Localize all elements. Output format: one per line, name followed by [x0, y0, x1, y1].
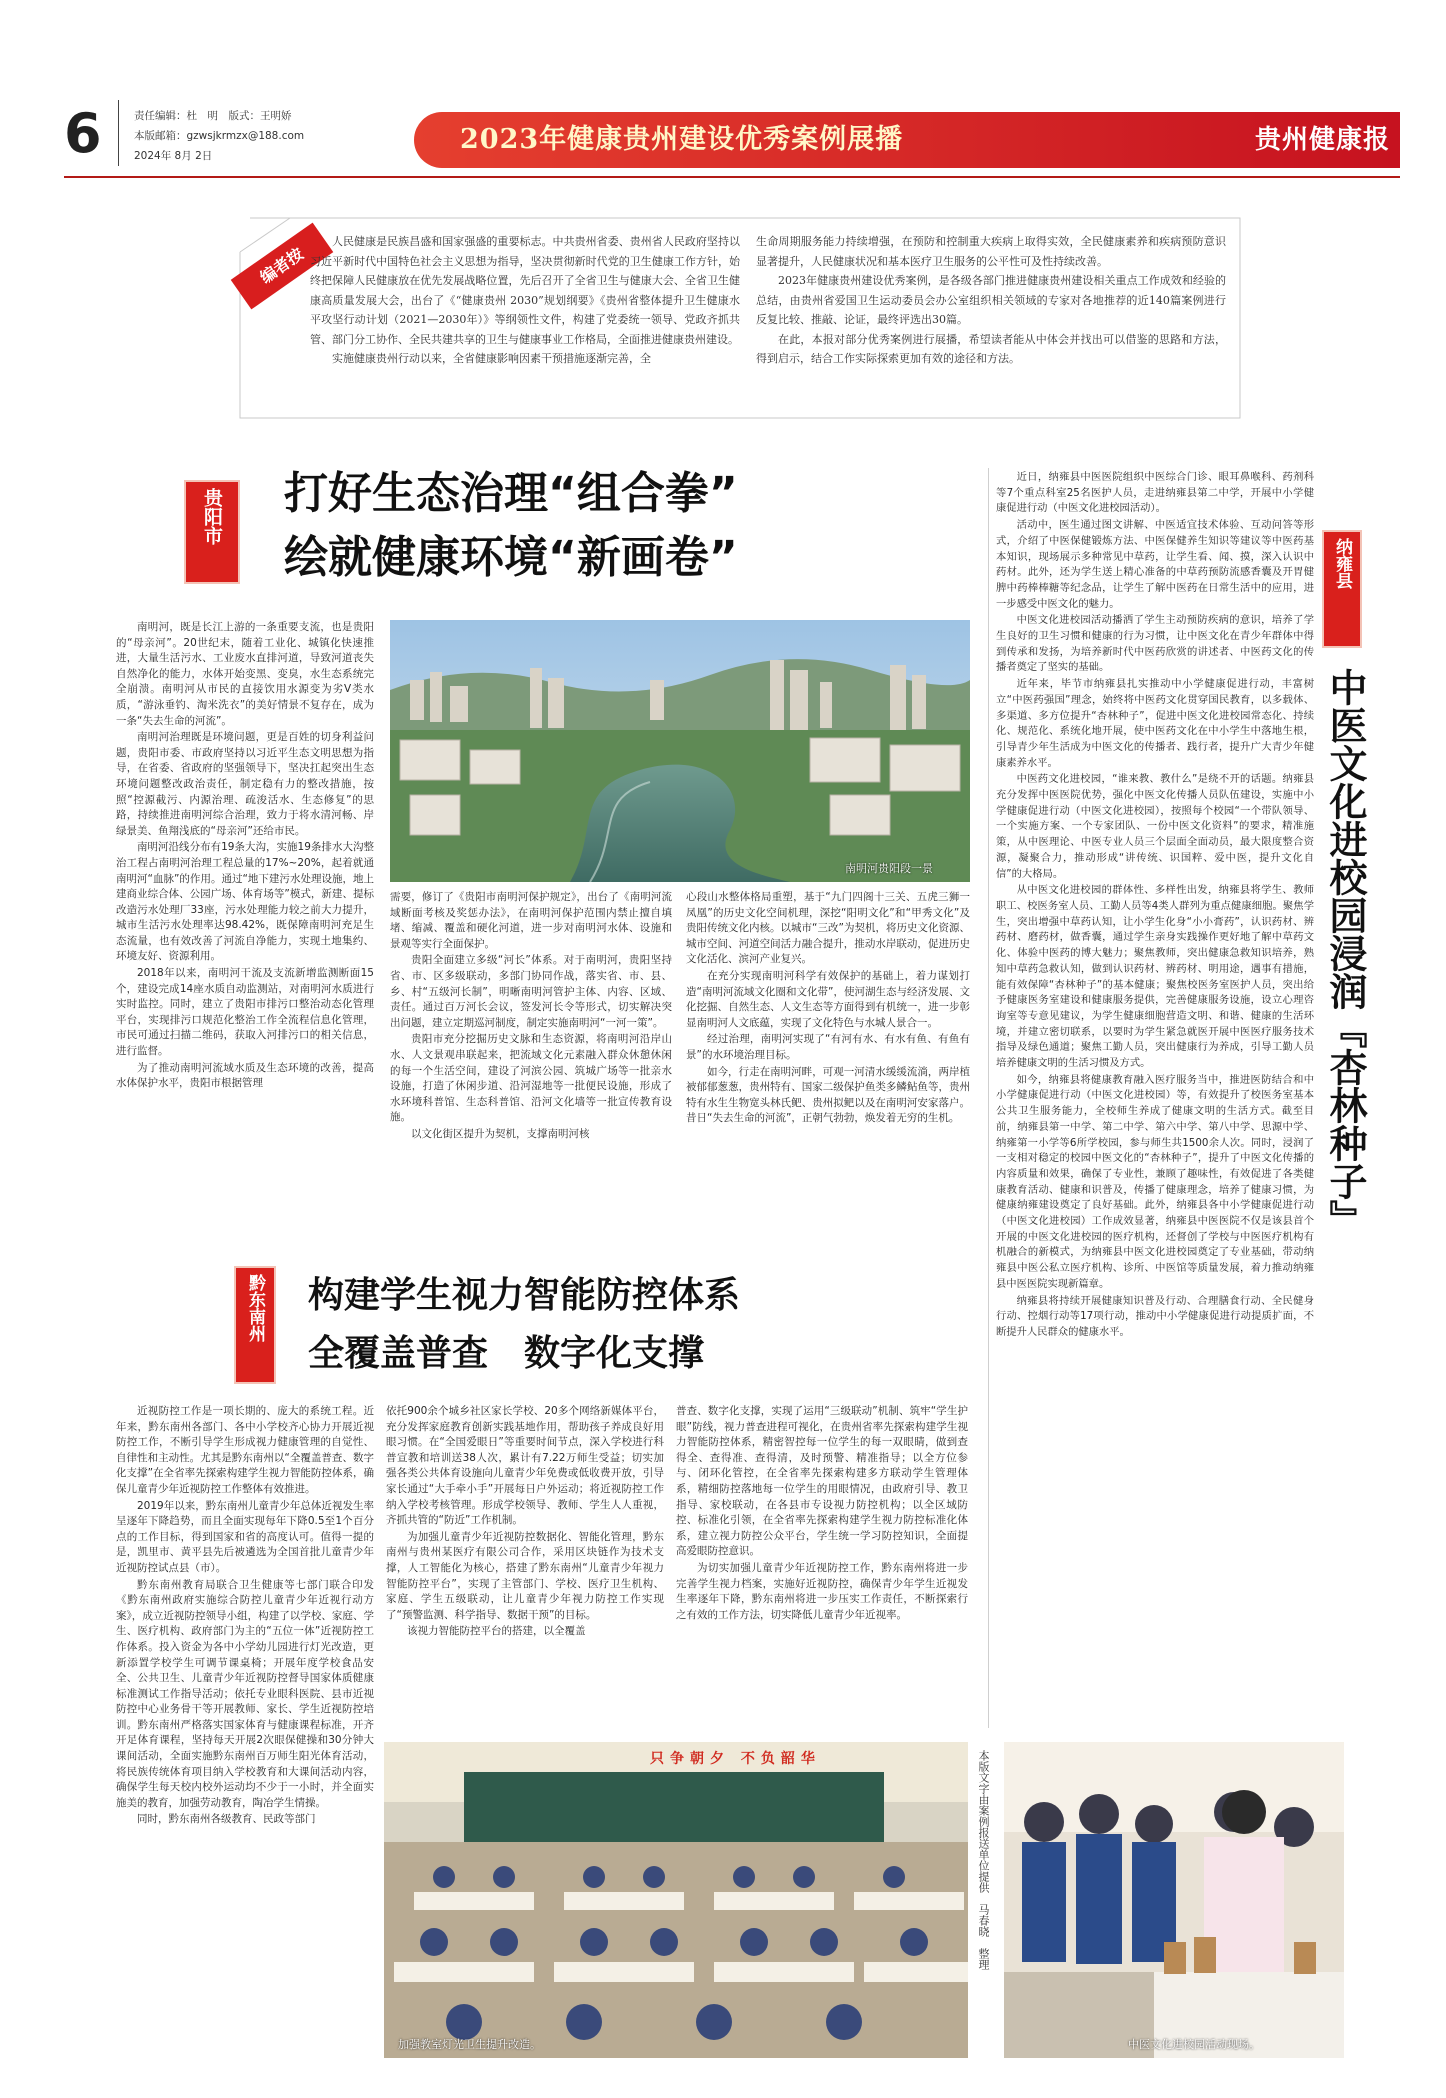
classroom-photo-caption: 加强教室灯光卫生提升改造。	[398, 2038, 541, 2051]
header-rule	[64, 176, 1400, 178]
article1-column-3	[686, 890, 970, 1268]
article-paragraph: 普查、数字化支撑，实现了运用“三级联动”机制、筑牢“学生护眼”防线，视力普查进程可视化，在贵州省率先探索构建学生视力智能防控体系，精密智控每一位学生的每一双眼睛，做到查得全、查得准、查得清，及时预警、精准指导；以全方位参与、闭环化管控，在全省率先探索构建多方联动学生管理体系，精细防控落地每一位学生的用眼情况，由政府引导、教卫指导、家校联动，在各县市专设视力防控机构；以全区域防控、标准化引领，在全省率先探索构建学生视力防控标准化体系，建立视力防控公众平台，学生统一学习防控知识，全面提高爱眼防控意识。	[676, 1405, 968, 1558]
article-paragraph: 依托900余个城乡社区家长学校、20多个网络新媒体平台，充分发挥家庭教育创新实践基地作用，帮助孩子养成良好用眼习惯。在“全国爱眼日”等重要时间节点，深入学校进行科普宣教和培训送38人次，累计有7.22万师生受益；切实加强各类公共体育设施向儿童青少年免费或低收费开放，引导家长通过“大手牵小手”开展每日户外运动；将近视防控工作纳入学校考核管理。形成学校领导、教师、学生人人重视，齐抓共管的“防近”工作机制。	[386, 1405, 664, 1527]
intro-column-2	[756, 232, 1226, 422]
region-badge-guiyang	[184, 480, 240, 584]
article-paragraph: 2018年以来，南明河干流及支流新增监测断面15个，建设完成14座水质自动监测站，对南明河水质进行实时监控。同时，建立了贵阳市排污口整治动态化管理平台，实现排污口规范化整治工作全流程信息化管理，市民可通过扫描二维码，获取入河排污口的相关信息，进行监督。	[116, 967, 374, 1058]
article-paragraph: 如今，行走在南明河畔，可观一河清水缓缓流淌，两岸植被郁郁葱葱，贵州特有、国家二级保护鱼类多鳞鲇鱼等，贵州特有水生生物宽头林氏鲃、贵州拟鲃以及在南明河安家落户。昔日“失去生命的河流”，正朝气勃勃，焕发着无穷的生机。	[686, 1065, 970, 1125]
article-paragraph: 活动中，医生通过图文讲解、中医适宜技术体验、互动问答等形式，介绍了中医保健锻炼方法、中医保健养生知识等建议等中医药基本知识，现场展示多种常见中草药，让学生看、闻、摸，深入认识中药材。此外，还为学生送上精心准备的中草药预防流感香囊及开胃健脾中药棒棒糖等纪念品，让学生了解中医药在日常生活中的应用，进一步感受中医文化的魅力。	[996, 519, 1314, 610]
article-paragraph: 为切实加强儿童青少年近视防控工作，黔东南州将进一步完善学生视力档案，实施好近视防控，确保青少年学生近视发生率逐年下降，黔东南州将进一步压实工作责任，不断探索行之有效的工作方法，切实降低儿童青少年近视率。	[676, 1561, 968, 1621]
article-paragraph: 需要，修订了《贵阳市南明河保护规定》，出台了《南明河流域断面考核及奖惩办法》，在南明河保护范围内禁止擅自填堵、缩减、覆盖和硬化河道，进一步对南明河水体、设施和景观等实行全面保护。	[390, 891, 672, 950]
article-paragraph: 贵阳全面建立多级“河长”体系。对于南明河，贵阳坚持省、市、区多级联动，多部门协同作战，落实省、市、县、乡、村“五级河长制”，明晰南明河管护主体、内容、区域、责任。通过百万河长会议，签发河长令等形式，切实解决突出问题，建立定期巡河制度，制定实施南明河“一河一策”。	[390, 954, 672, 1029]
editor-note-tag: 编者按	[231, 223, 334, 310]
page-byline: 本版文字由案例报送单位提供 马春晓 整理	[977, 1750, 990, 1970]
issue-date: 2024年 8月 2日	[134, 150, 213, 162]
article-paragraph: 心段山水整体格局重塑，基于“九门四阁十三关、五虎三狮一凤凰”的历史文化空间机理，深挖“阳明文化”和“甲秀文化”及贵阳传统文化内核。以城市“三改”为契机，将历史文化资源、城市空间、河道空间活力融合提升，推动水岸联动，促进历史文化活化、滨河产业复兴。	[686, 891, 970, 966]
article-paragraph: 经过治理，南明河实现了“有河有水、有水有鱼、有鱼有景”的水环境治理目标。	[686, 1033, 970, 1061]
article-paragraph: 黔东南州教育局联合卫生健康等七部门联合印发《黔东南州政府实施综合防控儿童青少年近视行动方案》，成立近视防控领导小组，构建了以学校、家庭、学生、医疗机构、政府部门为主的“五位一体”近视防控工作体系。投入资金为各中小学幼儿园进行灯光改造，更新添置学校学生可调节课桌椅；开展年度学校食品安全、公共卫生、儿童青少年近视防控督导国家体质健康标准测试工作指导活动；依托专业眼科医院、县市近视防控中心业务骨干等开展教师、家长、学生近视防控培训。黔东南州严格落实国家体育与健康课程标准，开齐开足体育课程，坚持每天开展2次眼保健操和30分钟大课间活动，全面实施黔东南州百万师生阳光体育活动，将民族传统体育项目纳入学校教育和大课间活动内容，确保学生每天校内校外运动均不少于一小时，并全面实施美的教育，加强劳动教育，陶冶学生情操。	[116, 1578, 374, 1809]
intro-paragraph: 2023年健康贵州建设优秀案例，是各级各部门推进健康贵州建设相关重点工作成效和经验的总结，由贵州省爱国卫生运动委员会办公室组织相关领域的专家对各地推荐的近140篇案例进行反复比较、推敲、论证，最终评选出30篇。	[756, 274, 1226, 326]
classroom-banner-text: 只争朝夕 不负韶华	[650, 1751, 821, 1767]
article-paragraph: 南明河，既是长江上游的一条重要支流，也是贵阳的“母亲河”。20世纪末，随着工业化、城镇化快速推进，大量生活污水、工业废水直排河道，导致河道丧失自然净化的能力，水体开始变黑、变臭，水生态系统完全崩溃。南明河从市民的直接饮用水源变为劣Ⅴ类水质，“游泳垂钓、淘米洗衣”的美好情景不复存在，成为一条“失去生命的河流”。	[116, 621, 374, 727]
article-paragraph: 中医文化进校园活动播洒了学生主动预防疾病的意识，培养了学生良好的卫生习惯和健康的行为习惯，让中医文化在青少年群体中得到传承和发扬，为培养新时代中医药欣赏的讲述者、中医药文化的传播者奠定了坚实的基础。	[996, 614, 1314, 674]
article-paragraph: 纳雍县将持续开展健康知识普及行动、合理膳食行动、全民健身行动、控烟行动等17项行动，推动中小学健康促进行动提质扩面，不断提升人民群众的健康水平。	[996, 1294, 1314, 1338]
intro-column-1	[310, 232, 740, 422]
tcm-photo-caption: 中医文化进校园活动现场。	[1128, 2038, 1260, 2051]
region-badge-label: 黔东南州	[245, 1274, 265, 1342]
classroom-photo	[384, 1742, 968, 2058]
intro-paragraph: 人民健康是民族昌盛和国家强盛的重要标志。中共贵州省委、贵州省人民政府坚持以习近平新时代中国特色社会主义思想为指导，坚决贯彻新时代党的卫生健康工作方针，始终把保障人民健康放在优先发展战略位置，先后召开了全省卫生与健康大会、全省卫生健康高质量发展大会，出台了《“健康贵州 2030”规划纲要》《贵州省整体提升卫生健康水平攻坚行动计划（2021—2030年）》等纲领性文件，构建了党委统一领导、党政齐抓共管、部门分工协作、全民共建共享的卫生与健康事业工作格局，全面推进健康贵州建设。	[310, 235, 740, 346]
article2-title-line1: 构建学生视力智能防控体系	[308, 1275, 741, 1316]
article-paragraph: 近日，纳雍县中医医院组织中医综合门诊、眼耳鼻喉科、药剂科等7个重点科室25名医护人员，走进纳雍县第二中学，开展中小学健康促进行动（中医文化进校园活动）。	[996, 471, 1314, 515]
region-badge-label: 贵阳市	[201, 488, 223, 545]
river-photo-caption: 南明河贵阳段一景	[845, 862, 933, 875]
article-paragraph: 为了推动南明河流域水质及生态环境的改善，提高水体保护水平，贵阳市根据管理	[116, 1061, 374, 1090]
article-paragraph: 近视防控工作是一项长期的、庞大的系统工程。近年来，黔东南州各部门、各中小学校齐心协力开展近视防控工作，不断引导学生形成视力健康管理的自觉性、自律性和主动性。尤其是黔东南州以“全覆盖普查、数字化支撑”在全省率先探索构建学生视力智能防控体系，确保儿童青少年近视防控工作整体有效推进。	[116, 1405, 374, 1495]
intro-paragraph: 实施健康贵州行动以来，全省健康影响因素干预措施逐渐完善，全	[332, 352, 651, 365]
intro-paragraph: 在此，本报对部分优秀案例进行展播，希望读者能从中体会并找出可以借鉴的思路和方法，得到启示，结合工作实际探索更加有效的途径和方法。	[756, 332, 1226, 365]
river-photo	[390, 620, 970, 882]
article-paragraph: 近年来，毕节市纳雍县扎实推动中小学健康促进行动，丰富树立“中医药强国”理念，始终将中医药文化贯穿国民教育，以多载体、多渠道、多方位提升“杏林种子”，促进中医文化进校园常态化、持续化、规范化、系统化地开展，使中医药文化在中小学生中落地生根，引导青少年生活成为中医文化的传播者、践行者，提升广大青少年健康素养水平。	[996, 678, 1314, 769]
article3-column	[996, 470, 1314, 1722]
newspaper-logo: 贵州健康报	[1254, 125, 1390, 155]
editor-email: 本版邮箱：gzwsjkrmzx@188.com	[134, 130, 305, 142]
article-paragraph: 南明河治理既是环境问题，更是百姓的切身利益问题，贵阳市委、市政府坚持以习近平生态文明思想为指导，在省委、省政府的坚强领导下，坚决扛起突出生态环境问题整改政治责任，制定稳有力的整改措施，按照“控源截污、内源治理、疏浚活水、生态修复”的思路，持续推进南明河综合治理，致力于将水清河畅、岸绿景美、鱼翔浅底的“母亲河”还给市民。	[116, 731, 374, 837]
article-paragraph: 南明河沿线分布有19条大沟，实施19条排水大沟整治工程占南明河治理工程总量的17%~20%，起着就通南明河“血脉”的作用。通过“地下建污水处理设施，地上建商业综合体、公园广场、体育场等”模式，新建、提标改造污水处理厂33座，污水处理能力较之前大力提升，城市生活污水处理率达98.42%，既保障南明河充足生态流量，也有效改善了河流自净能力，实现土地集约、环境友好、资源利用。	[116, 841, 374, 963]
article-paragraph: 贵阳市充分挖掘历史文脉和生态资源，将南明河沿岸山水、人文景观串联起来，把流域文化元素融入群众休憩休闲的每一个生活空间，建设了河滨公园、筑城广场等一批亲水设施，打造了休闲步道、沿河湿地等一批便民设施，形成了水环境科普馆、生态科普馆、沿河文化墙等一批宣传教育设施。	[390, 1033, 672, 1124]
tcm-activity-photo	[1004, 1742, 1344, 2058]
article-paragraph: 该视力智能防控平台的搭建，以全覆盖	[407, 1625, 586, 1638]
article1-column-2	[390, 890, 672, 1268]
article1-title-line2: 绘就健康环境“新画卷”	[284, 532, 738, 583]
article-paragraph: 从中医文化进校园的群体性、多样性出发，纳雍县将学生、教师职工、校医务室人员、工勤人员等4类人群列为重点健康细胞。聚焦学生，突出增强中草药认知，让小学生化身“小小膏药”，认识药材、辨药材、磨药材，做香囊，通过学生亲身实践操作更好地了解中草药文化、体验中医药的博大魅力；聚焦教师，突出健康急救知识培养，熟知中草药急救认知，做到认识药材、辨药材、明用途，遇事有措施，能有效保障“杏林种子”的基本健康；聚焦校医务室医护人员，突出给予健康医务室建设和健康服务提供，完善健康服务设施，设立心理咨询室等专意见建议，为学生健康细胞营造文明、和谐、健康的生活环境，并建立密切联系，以要时为学生紧急就医开展中医医疗服务技术指导及绿色通道；聚焦工勤人员，突出健康行为养成，引导工勤人员培养健康文明的生活习惯及方式。	[996, 884, 1314, 1070]
article-paragraph: 同时，黔东南州各级教育、民政等部门	[137, 1813, 316, 1826]
region-badge-nayong	[1322, 530, 1362, 648]
article2-column-3	[676, 1404, 968, 1734]
header-divider	[118, 100, 119, 166]
article2-column-2	[386, 1404, 664, 1734]
editor-credit: 责任编辑：杜 明 版式：王明娇	[134, 110, 292, 122]
article-paragraph: 中医药文化进校园，“谁来教、教什么”是绕不开的话题。纳雍县充分发挥中医医院优势，强化中医文化传播人员队伍建设，实施中小学健康促进行动（中医文化进校园），按照每个校园“一个带队领导、一个实施方案、一个专家团队、一份中医文化资料”的要求，精准施策，从中医理论、中医专业人员三个层面全面动员，最大限度整合资源，凝聚合力，推动形成“讲传统、识国粹、爱中医，提升文化自信”的大格局。	[996, 773, 1314, 880]
article-paragraph: 以文化街区提升为契机，支撑南明河核	[411, 1127, 590, 1140]
article2-title-line2: 全覆盖普查 数字化支撑	[308, 1333, 705, 1374]
article2-column-1	[116, 1404, 374, 2064]
article-paragraph: 2019年以来，黔东南州儿童青少年总体近视发生率呈逐年下降趋势，而且全面实现每年下降0.5至1个百分点的工作目标，得到国家和省的高度认可。值得一提的是，凯里市、黄平县先后被遴选为全国首批儿童青少年近视防控试点县（市）。	[116, 1499, 374, 1574]
article-paragraph: 如今，纳雍县将健康教育融入医疗服务当中，推进医防结合和中小学健康促进行动（中医文化进校园）等，有效提升了校医务室基本公共卫生服务能力，全校师生养成了健康文明的生活方式。截至目前，纳雍县第一中学、第二中学、第六中学、第八中学、思源中学、纳雍第一小学等6所学校园，参与师生共1500余人次。同时，浸润了一支相对稳定的校园中医文化的“杏林种子”，提升了中医文化传播的内容质量和效果，确保了专业性，兼顾了趣味性，有效促进了各类健康教育活动、健康和识普及，传播了健康理念，培养了健康习惯，为健康纳雍建设奠定了良好基础。此外，纳雍县各中小学健康促进行动（中医文化进校园）工作成效显著，纳雍县中医医院不仅是该县首个开展的中医文化进校园的医疗机构，还督创了学校与中医医疗机构有机融合的新模式，为纳雍县中医文化进校园奠定了专业基础，带动纳雍县中医公私立医疗机构、诊所、中医馆等质量发展，着力推动纳雍县中医医院实现新篇章。	[996, 1073, 1314, 1290]
article-paragraph: 为加强儿童青少年近视防控数据化、智能化管理，黔东南州与贵州某医疗有限公司合作，采用区块链作为技术支撑，人工智能化为核心，搭建了黔东南州“儿童青少年视力智能防控平台”，实现了主管部门、学校、医疗卫生机构、家庭、学生五级联动，让儿童青少年视力防控工作实现了“预警监测、科学指导、数据干预”的目标。	[386, 1530, 664, 1621]
region-badge-qiandongnan	[234, 1266, 276, 1384]
region-badge-label: 纳雍县	[1332, 538, 1352, 589]
article1-column-1	[116, 620, 374, 1268]
intro-paragraph: 生命周期服务能力持续增强，在预防和控制重大疾病上取得实效，全民健康素养和疾病预防意识显著提升，人民健康状况和基本医疗卫生服务的公平性可及性持续改善。	[756, 235, 1226, 268]
article1-title-line1: 打好生态治理“组合拳”	[284, 468, 738, 519]
article-paragraph: 在充分实现南明河科学有效保护的基础上，着力谋划打造“南明河流域文化圈和文化带”，使河湖生态与经济发展、文化挖掘、自然生态、人文生态等方面得到有机统一，进一步彰显南明河人文底蕴，实现了文化特色与水城人景合一。	[686, 969, 970, 1029]
column-divider	[988, 468, 989, 1728]
article3-title: 中医文化进校园浸润『杏林种子』	[1323, 668, 1367, 1238]
section-title: 2023年健康贵州建设优秀案例展播	[460, 124, 904, 155]
page-number: 6	[64, 102, 102, 165]
